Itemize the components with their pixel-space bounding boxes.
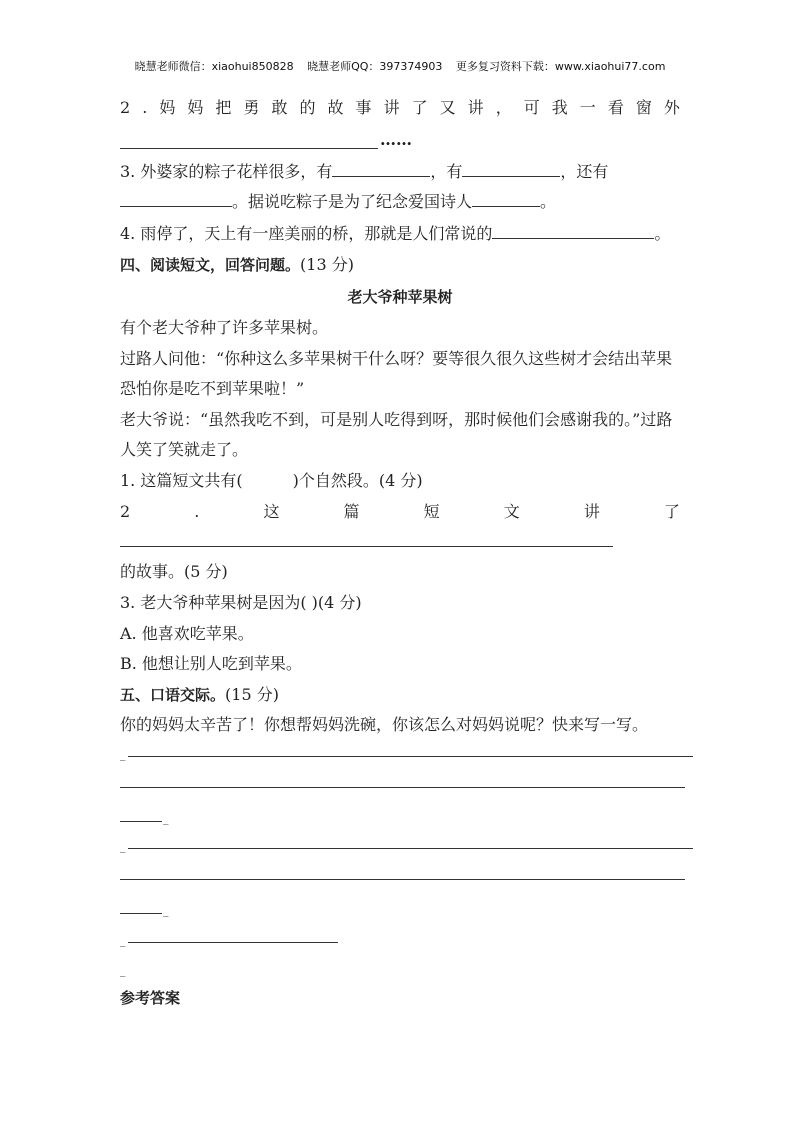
fill-q2-char: 了 (411, 98, 428, 117)
reading-q2-answer-line (120, 546, 613, 547)
fill-question-2 (120, 98, 680, 118)
fill-q2-char: 故 (327, 98, 344, 117)
fill-q2-ellipsis: …… (380, 130, 412, 149)
passage-paragraph-1: 有个老大爷种了许多苹果树。 (120, 318, 329, 337)
reading-q2-char: 短 (423, 502, 440, 521)
header-download: 更多复习资料下载：www.xiaohui77.com (455, 60, 666, 73)
reading-question-1: 1. 这篇短文共有( )个自然段。(4 分) (120, 471, 423, 490)
passage-paragraph-3-line2: 人笑了笑就走了。 (120, 440, 249, 459)
writing-line-4 (128, 848, 693, 849)
fill-q2-answer-line (120, 148, 378, 149)
reading-question-2-tail: 的故事。(5 分) (120, 562, 228, 581)
reading-question-3: 3. 老大爷种苹果树是因为( )(4 分) (120, 593, 362, 612)
section-5-heading: 五、口语交际。(15 分) (120, 685, 279, 704)
fill-q2-char: 又 (439, 98, 456, 117)
writing-line-5 (120, 879, 685, 880)
fill-q2-char: 讲 (383, 98, 400, 117)
section-4-heading: 四、阅读短文，回答问题。(13 分) (120, 255, 354, 274)
answer-key-heading: 参考答案 (120, 989, 181, 1007)
q3-blank-3 (120, 192, 232, 207)
writing-line-6 (120, 913, 162, 914)
passage-paragraph-3-line1: 老大爷说：“虽然我吃不到，可是别人吃得到呀，那时候他们会感谢我的。”过路 (120, 410, 673, 429)
passage-paragraph-2-line1: 过路人问他：“你种这么多苹果树干什么呀？要等很久很久这些树才会结出苹果 (120, 349, 673, 368)
q3-blank-2 (462, 162, 560, 177)
fill-q2-char: 勇 (243, 98, 260, 117)
fill-q2-char: 我 (551, 98, 568, 117)
reading-question-2 (120, 502, 680, 522)
q4-blank (492, 224, 654, 239)
fill-q2-char: 窗 (635, 98, 652, 117)
fill-q2-char: 讲 (467, 98, 484, 117)
writing-line-1 (128, 756, 693, 757)
q3-blank-1 (332, 162, 430, 177)
fill-q2-char: 看 (607, 98, 624, 117)
page-header (0, 58, 800, 74)
fill-q2-char: 2 (120, 98, 131, 117)
fill-q2-char: 的 (299, 98, 316, 117)
fill-q2-char: 妈 (187, 98, 204, 117)
fill-q2-char: . (142, 98, 148, 117)
writing-line-3 (120, 821, 162, 822)
fill-question-4: 4. 雨停了，天上有一座美丽的桥，那就是人们常说的 。 (120, 224, 671, 243)
writing-line-2 (120, 787, 685, 788)
reading-q2-char: 了 (663, 502, 680, 521)
fill-question-3-line2: 。据说吃粽子是为了纪念爱国诗人 。 (120, 192, 556, 212)
reading-q2-char: 这 (263, 502, 280, 521)
fill-q2-char: 事 (355, 98, 372, 117)
reading-q2-char: . (194, 502, 200, 521)
writing-line-7 (128, 942, 338, 943)
section-5-prompt: 你的妈妈太辛苦了！你想帮妈妈洗碗，你该怎么对妈妈说呢？快来写一写。 (120, 715, 649, 734)
fill-q2-char: 敢 (271, 98, 288, 117)
header-wechat: 晓慧老师微信：xiaohui850828 (134, 60, 294, 73)
reading-q2-char: 2 (120, 502, 131, 521)
fill-q2-char: ， (495, 98, 512, 117)
reading-q2-char: 讲 (583, 502, 600, 521)
passage-paragraph-2-line2: 恐怕你是吃不到苹果啦！” (120, 379, 305, 398)
q3-blank-4 (472, 192, 540, 207)
passage-title: 老大爷种苹果树 (347, 288, 453, 306)
reading-q2-char: 篇 (343, 502, 360, 521)
fill-q2-char: 外 (663, 98, 680, 117)
fill-q2-char: 一 (579, 98, 596, 117)
option-b: B. 他想让别人吃到苹果。 (120, 654, 302, 673)
fill-question-3-line1: 3. 外婆家的粽子花样很多，有 ，有 ，还有 (120, 162, 609, 181)
fill-q2-char: 把 (215, 98, 232, 117)
fill-q2-char: 妈 (159, 98, 176, 117)
header-qq: 晓慧老师QQ：397374903 (307, 60, 443, 73)
option-a: A. 他喜欢吃苹果。 (120, 624, 254, 643)
reading-q2-char: 文 (503, 502, 520, 521)
fill-q2-char: 可 (523, 98, 540, 117)
